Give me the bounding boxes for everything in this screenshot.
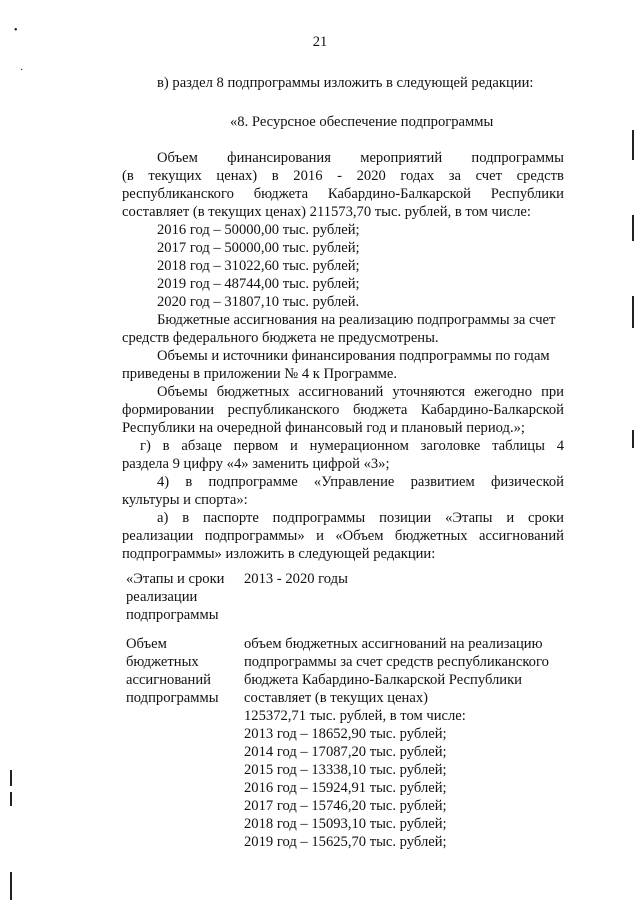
word: ассигнований (298, 384, 384, 400)
scan-mark-dot: · (20, 65, 24, 76)
passport-row2-value: подпрограммы за счет средств республиканского (244, 654, 549, 670)
passport-amount-line: 2019 год – 15625,70 тыс. рублей; (244, 834, 447, 850)
word: мероприятий (360, 150, 443, 166)
word: ценах) (216, 168, 258, 184)
word: Объемы (157, 384, 208, 400)
paragraph-7-line-1 (157, 510, 564, 527)
scan-mark-line (632, 430, 634, 448)
word: и (506, 510, 515, 526)
paragraph-1-line-2 (122, 168, 564, 185)
paragraph-5-line-1 (140, 438, 564, 455)
word: в (271, 168, 279, 184)
word: 4) (157, 474, 170, 490)
section-heading: «8. Ресурсное обеспечение подпрограммы (230, 114, 494, 130)
page-number: 21 (312, 34, 328, 50)
word: финансирования (227, 150, 331, 166)
word: бюджета (253, 186, 309, 202)
word: Кабардино-Балкарской (327, 186, 471, 202)
word: подпрограммы» (204, 528, 305, 544)
paragraph-5-line-2: раздела 9 цифру «4» заменить цифрой «3»; (122, 456, 390, 472)
passport-amount-line: 2013 год – 18652,90 тыс. рублей; (244, 726, 447, 742)
word: «Объем (335, 528, 384, 544)
scan-mark-line (10, 770, 12, 786)
scan-mark-line (632, 130, 634, 160)
word: (в (122, 168, 134, 184)
word: бюджета (352, 402, 408, 418)
word: подпрограмме (208, 474, 298, 490)
paragraph-1-line-1 (157, 150, 564, 167)
scan-mark-line (10, 872, 12, 900)
word: а) (157, 510, 169, 526)
word: при (541, 384, 564, 400)
passport-row2-value: объем бюджетных ассигнований на реализацию (244, 636, 543, 652)
word: формировании (122, 402, 215, 418)
paragraph-1-line-4: составляет (в текущих ценах) 211573,70 тыс. рублей, в том числе: (122, 204, 531, 220)
word: средств (516, 168, 564, 184)
word: Республики (490, 186, 564, 202)
word: бюджетных (394, 528, 468, 544)
paragraph-6-line-2: культуры и спорта»: (122, 492, 248, 508)
paragraph-7-line-2 (122, 528, 564, 545)
word: развитием (410, 474, 475, 490)
word: за (448, 168, 461, 184)
word: 2020 (356, 168, 386, 184)
word: «Этапы (445, 510, 493, 526)
passport-row1-label: подпрограммы (126, 607, 219, 623)
paragraph-1-line-3 (122, 186, 564, 203)
paragraph-4-line-2 (122, 402, 564, 419)
word: сроки (528, 510, 564, 526)
year-line: 2019 год – 48744,00 тыс. рублей; (157, 276, 360, 292)
passport-amount-line: 2015 год – 13338,10 тыс. рублей; (244, 762, 447, 778)
paragraph-6-line-1 (157, 474, 564, 491)
word: текущих (148, 168, 202, 184)
paragraph-4-line-1 (157, 384, 564, 401)
word: первом (233, 438, 279, 454)
word: Кабардино-Балкарской (420, 402, 564, 418)
paragraph-2-line-1: Бюджетные ассигнования на реализацию подпрограммы за счет (157, 312, 556, 328)
passport-row2-value: составляет (в текущих ценах) (244, 690, 429, 706)
word: республиканского (227, 402, 340, 418)
word: физической (490, 474, 564, 490)
year-line: 2020 год – 31807,10 тыс. рублей. (157, 294, 360, 310)
word: таблицы (492, 438, 545, 454)
word: ежегодно (474, 384, 533, 400)
word: «Управление (313, 474, 395, 490)
word: реализации (122, 528, 194, 544)
word: счет (475, 168, 503, 184)
word: в (185, 474, 193, 490)
word: нумерационном (309, 438, 409, 454)
passport-amount-line: 2016 год – 15924,91 тыс. рублей; (244, 780, 447, 796)
paragraph-7-line-3: подпрограммы» изложить в следующей редакции: (122, 546, 436, 562)
passport-amount-line: 2014 год – 17087,20 тыс. рублей; (244, 744, 447, 760)
passport-row2-label: Объем (126, 636, 167, 652)
scan-mark-dot: • (14, 25, 18, 36)
word: годах (400, 168, 435, 184)
word: и (316, 528, 324, 544)
scan-mark-line (632, 215, 634, 241)
word: абзаце (181, 438, 222, 454)
year-line: 2017 год – 50000,00 тыс. рублей; (157, 240, 360, 256)
word: - (337, 168, 342, 184)
passport-row2-label: ассигнований (126, 672, 211, 688)
passport-row1-value: 2013 - 2020 годы (244, 571, 348, 587)
passport-amount-line: 2018 год – 15093,10 тыс. рублей; (244, 816, 447, 832)
word: подпрограммы (471, 150, 564, 166)
passport-amount-line: 2017 год – 15746,20 тыс. рублей; (244, 798, 447, 814)
word: ассигнований (479, 528, 564, 544)
passport-row2-value: бюджета Кабардино-Балкарской Республики (244, 672, 522, 688)
paragraph-2-line-2: средств федерального бюджета не предусмотрены. (122, 330, 439, 346)
paragraph-3-line-2: приведены в приложении № 4 к Программе. (122, 366, 398, 382)
passport-row1-label: реализации (126, 589, 198, 605)
word: и (290, 438, 298, 454)
scan-mark-line (10, 792, 12, 806)
passport-row2-label: подпрограммы (126, 690, 219, 706)
year-line: 2018 год – 31022,60 тыс. рублей; (157, 258, 360, 274)
word: бюджетных (216, 384, 290, 400)
word: в (182, 510, 190, 526)
word: республиканского (122, 186, 234, 202)
word: подпрограммы (272, 510, 366, 526)
word: в (162, 438, 170, 454)
scan-mark-line (632, 296, 634, 328)
word: паспорте (202, 510, 259, 526)
word: заголовке (420, 438, 481, 454)
year-line: 2016 год – 50000,00 тыс. рублей; (157, 222, 360, 238)
word: позиции (379, 510, 432, 526)
word: 2016 (293, 168, 323, 184)
paragraph-3-line-1: Объемы и источники финансирования подпрограммы по годам (157, 348, 550, 364)
paragraph-4-line-3: Республики на очередной финансовый год и плановый период.»; (122, 420, 525, 436)
word: 4 (556, 438, 564, 454)
word: уточняются (392, 384, 466, 400)
intro-line: в) раздел 8 подпрограммы изложить в следующей редакции: (157, 75, 534, 91)
word: Объем (157, 150, 198, 166)
passport-amount-line: 125372,71 тыс. рублей, в том числе: (244, 708, 466, 724)
passport-row1-label: «Этапы и сроки (126, 571, 225, 587)
passport-row2-label: бюджетных (126, 654, 199, 670)
word: г) (140, 438, 151, 454)
